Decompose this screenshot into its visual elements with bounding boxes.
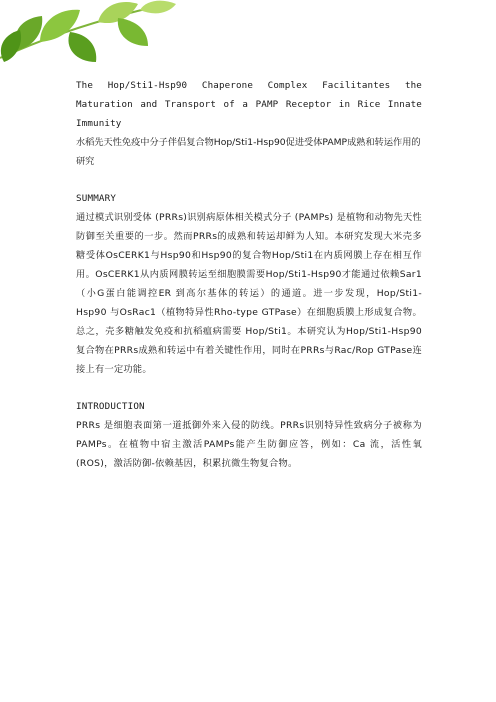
green-leaves-icon — [0, 0, 200, 80]
title-chinese: 水稻先天性免疫中分子伴侣复合物Hop/Sti1-Hsp90促进受体PAMP成熟和转运作用的研究 — [76, 136, 421, 167]
summary-heading: SUMMARY — [76, 193, 117, 205]
document-body — [76, 77, 422, 474]
introduction-paragraph: PRRs 是细胞表面第一道抵御外来入侵的防线。PRRs识别特异性致病分子被称为PAMPs。在植物中宿主激活PAMPs能产生防御应答，例如：Ca 流，活性氧(ROS)，激活防御-依赖基因，积累抗微生物复合物。 — [76, 420, 422, 470]
summary-paragraph: 通过模式识别受体 (PRRs)识别病原体相关模式分子 (PAMPs) 是植物和动物先天性防御至关重要的一步。然而PRRs的成熟和转运却鲜为人知。本研究发现大米壳多糖受体OsCERK1与Hsp90和Hsp90的复合物Hop/Sti1在内质网膜上存在相互作用。OsCERK1从内质网膜转运至细胞膜需要Hop/Sti1-Hsp90才能通过依赖Sar1（小G蛋白能调控ER 到高尔基体的转运）的通道。进一步发现，Hop/Sti1-Hsp90 与OsRac1（植物特异性Rho-type GTPase）在细胞质膜上形成复合物。总之，壳多糖触发免疫和抗稻瘟病需要 Hop/Sti1。本研究认为Hop/Sti1-Hsp90复合物在PRRs成熟和转运中有着关键性作用，同时在PRRs与Rac/Rop GTPase连接上有一定功能。 — [76, 212, 422, 375]
title-english: The Hop/Sti1-Hsp90 Chaperone Complex Facilitantes the Maturation and Transport of a PAMP Receptor in Rice Innate Immunity — [76, 80, 422, 129]
introduction-heading: INTRODUCTION — [76, 401, 145, 413]
